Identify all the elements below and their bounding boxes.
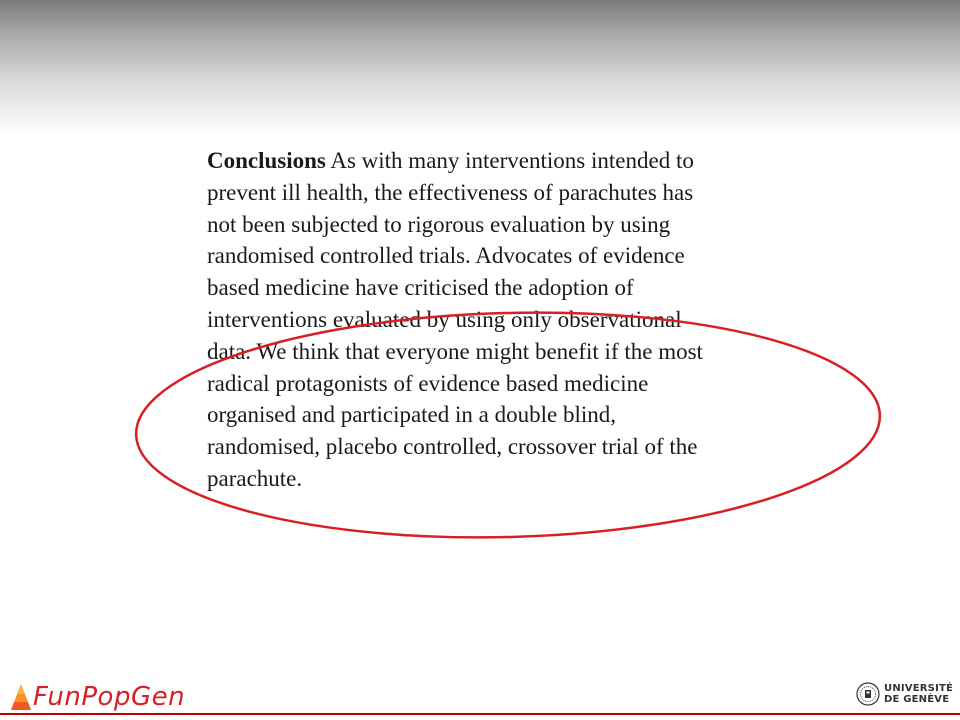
university-name-line1: UNIVERSITÉ [884, 683, 954, 694]
quote-line: based medicine have criticised the adoption of [207, 275, 634, 301]
quote-line: randomised, placebo controlled, crossover trial of the [207, 434, 698, 460]
quote-lead-heading: Conclusions [207, 148, 326, 173]
footer-divider [0, 713, 960, 715]
header-gradient-band [0, 0, 960, 135]
university-seal-icon [856, 682, 880, 706]
triangle-logo-icon [10, 682, 32, 712]
quote-line-text: As with many interventions intended to [325, 148, 694, 173]
conclusions-quote [207, 145, 827, 495]
university-name [884, 683, 953, 705]
quote-line: randomised controlled trials. Advocates of evidence [207, 243, 685, 269]
quote-line: parachute. [207, 465, 303, 491]
quote-line: organised and participated in a double blind, [207, 402, 616, 428]
quote-line: data. We think that everyone might benefit if the most [207, 338, 703, 364]
quote-line: prevent ill health, the effectiveness of parachutes has [207, 179, 694, 205]
quote-line: interventions evaluated by using only observational [207, 306, 682, 332]
funpopgen-logo [10, 678, 185, 712]
university-name-line2: DE GENÈVE [884, 694, 950, 705]
quote-line: not been subjected to rigorous evaluation by using [207, 211, 671, 237]
funpopgen-logo-text: FunPopGen [33, 682, 186, 712]
universite-geneve-logo [856, 682, 953, 706]
quote-line: radical protagonists of evidence based medicine [207, 370, 649, 396]
quote-line [207, 145, 827, 177]
